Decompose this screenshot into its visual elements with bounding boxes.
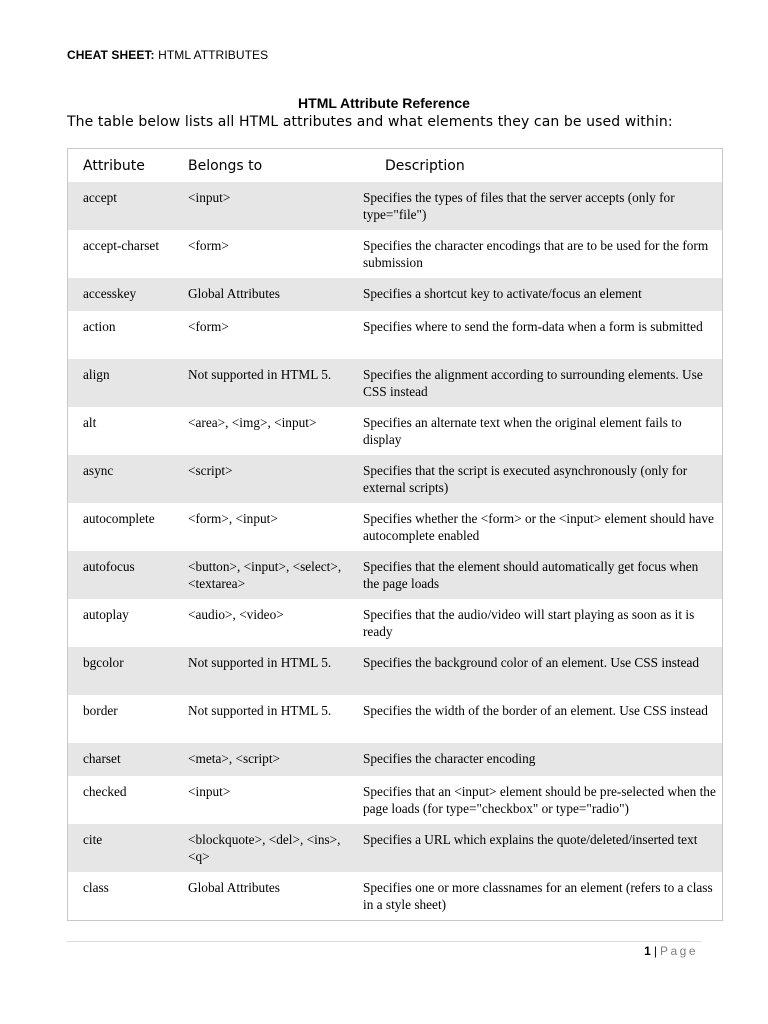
table-row [68, 230, 722, 278]
cell-belongs-to: <input> [188, 784, 231, 799]
cell-description: Specifies the alignment according to surrounding elements. Use CSS instead [360, 359, 722, 407]
table-row [68, 359, 722, 407]
table-row [68, 776, 722, 824]
cell-description: Specifies the character encodings that are to be used for the form submission [363, 238, 709, 270]
table-row [68, 455, 722, 503]
cell-attribute: autofocus [68, 551, 173, 599]
cell-belongs-to: <form> [188, 238, 229, 253]
cell-belongs-to: Global Attributes [188, 880, 280, 895]
footer-divider [67, 941, 701, 942]
cell-attribute: accept-charset [83, 238, 160, 253]
cell-belongs-to: <input> [173, 182, 360, 230]
cell-description: Specifies that the script is executed asynchronously (only for external scripts) [360, 455, 722, 503]
cell-attribute: accesskey [68, 278, 173, 311]
table-header-row [68, 149, 722, 182]
table-row [68, 551, 722, 599]
cell-belongs-to: <form>, <input> [188, 511, 278, 526]
cell-attribute: async [68, 455, 173, 503]
cell-description: Specifies that the element should automatically get focus when the page loads [360, 551, 722, 599]
cell-description: Specifies that the audio/video will start playing as soon as it is ready [363, 607, 695, 639]
table-row [68, 311, 722, 359]
cell-attribute: autoplay [83, 607, 129, 622]
cell-attribute: cite [68, 824, 173, 872]
cell-description: Specifies the types of files that the server accepts (only for type="file") [360, 182, 722, 230]
cell-description: Specifies an alternate text when the original element fails to display [363, 415, 682, 447]
column-header-description: Description [385, 157, 465, 174]
cell-belongs-to: Not supported in HTML 5. [173, 647, 360, 695]
cell-belongs-to: <area>, <img>, <input> [188, 415, 317, 430]
table-body [68, 182, 722, 920]
table-row [68, 599, 722, 647]
cell-attribute: bgcolor [68, 647, 173, 695]
cell-belongs-to: Global Attributes [173, 278, 360, 311]
cell-attribute: alt [83, 415, 97, 430]
cell-description: Specifies a URL which explains the quote/deleted/inserted text [360, 824, 722, 872]
page-title: HTML Attribute Reference [298, 95, 470, 111]
cell-belongs-to: <script> [173, 455, 360, 503]
cell-attribute: accept [68, 182, 173, 230]
attribute-table [68, 149, 722, 920]
cell-belongs-to: <blockquote>, <del>, <ins>, <q> [173, 824, 360, 872]
cell-attribute: action [83, 319, 116, 334]
column-header-attribute: Attribute [83, 157, 145, 174]
cell-description: Specifies one or more classnames for an element (refers to a class in a style sheet) [363, 880, 713, 912]
table-row [68, 278, 722, 311]
cell-belongs-to: Not supported in HTML 5. [188, 703, 332, 718]
header-label-bold: CHEAT SHEET: [67, 48, 155, 62]
cell-description: Specifies the background color of an element. Use CSS instead [360, 647, 722, 695]
table-row [68, 824, 722, 872]
cell-description: Specifies where to send the form-data when a form is submitted [363, 319, 703, 334]
cell-description: Specifies that an <input> element should be pre-selected when the page loads (for type="checkbox" or type="radio") [363, 784, 716, 816]
cell-belongs-to: <audio>, <video> [188, 607, 284, 622]
page-footer [644, 944, 698, 958]
table-row [68, 503, 722, 551]
table-row [68, 182, 722, 230]
intro-text: The table below lists all HTML attributes and what elements they can be used within: [67, 114, 673, 130]
cell-attribute: charset [68, 743, 173, 776]
attribute-table-container [67, 148, 723, 921]
cell-attribute: checked [83, 784, 127, 799]
table-row [68, 872, 722, 920]
table-row [68, 407, 722, 455]
cell-description: Specifies a shortcut key to activate/focus an element [360, 278, 722, 311]
cell-attribute: align [68, 359, 173, 407]
footer-separator: | [653, 944, 657, 958]
column-header-belongs-to: Belongs to [188, 157, 263, 174]
header-label-rest: HTML ATTRIBUTES [154, 48, 269, 62]
table-row [68, 647, 722, 695]
table-row [68, 743, 722, 776]
cell-description: Specifies whether the <form> or the <input> element should have autocomplete enabled [363, 511, 714, 543]
cell-belongs-to: <button>, <input>, <select>, <textarea> [173, 551, 360, 599]
cell-belongs-to: <form> [188, 319, 229, 334]
page-number: 1 [644, 944, 651, 958]
table-row [68, 695, 722, 743]
cell-belongs-to: Not supported in HTML 5. [173, 359, 360, 407]
page-label: Page [659, 944, 698, 958]
cell-attribute: border [83, 703, 118, 718]
cell-description: Specifies the character encoding [360, 743, 722, 776]
cell-attribute: class [83, 880, 109, 895]
cell-description: Specifies the width of the border of an element. Use CSS instead [363, 703, 708, 718]
document-header [67, 48, 268, 62]
cell-attribute: autocomplete [83, 511, 155, 526]
cell-belongs-to: <meta>, <script> [173, 743, 360, 776]
